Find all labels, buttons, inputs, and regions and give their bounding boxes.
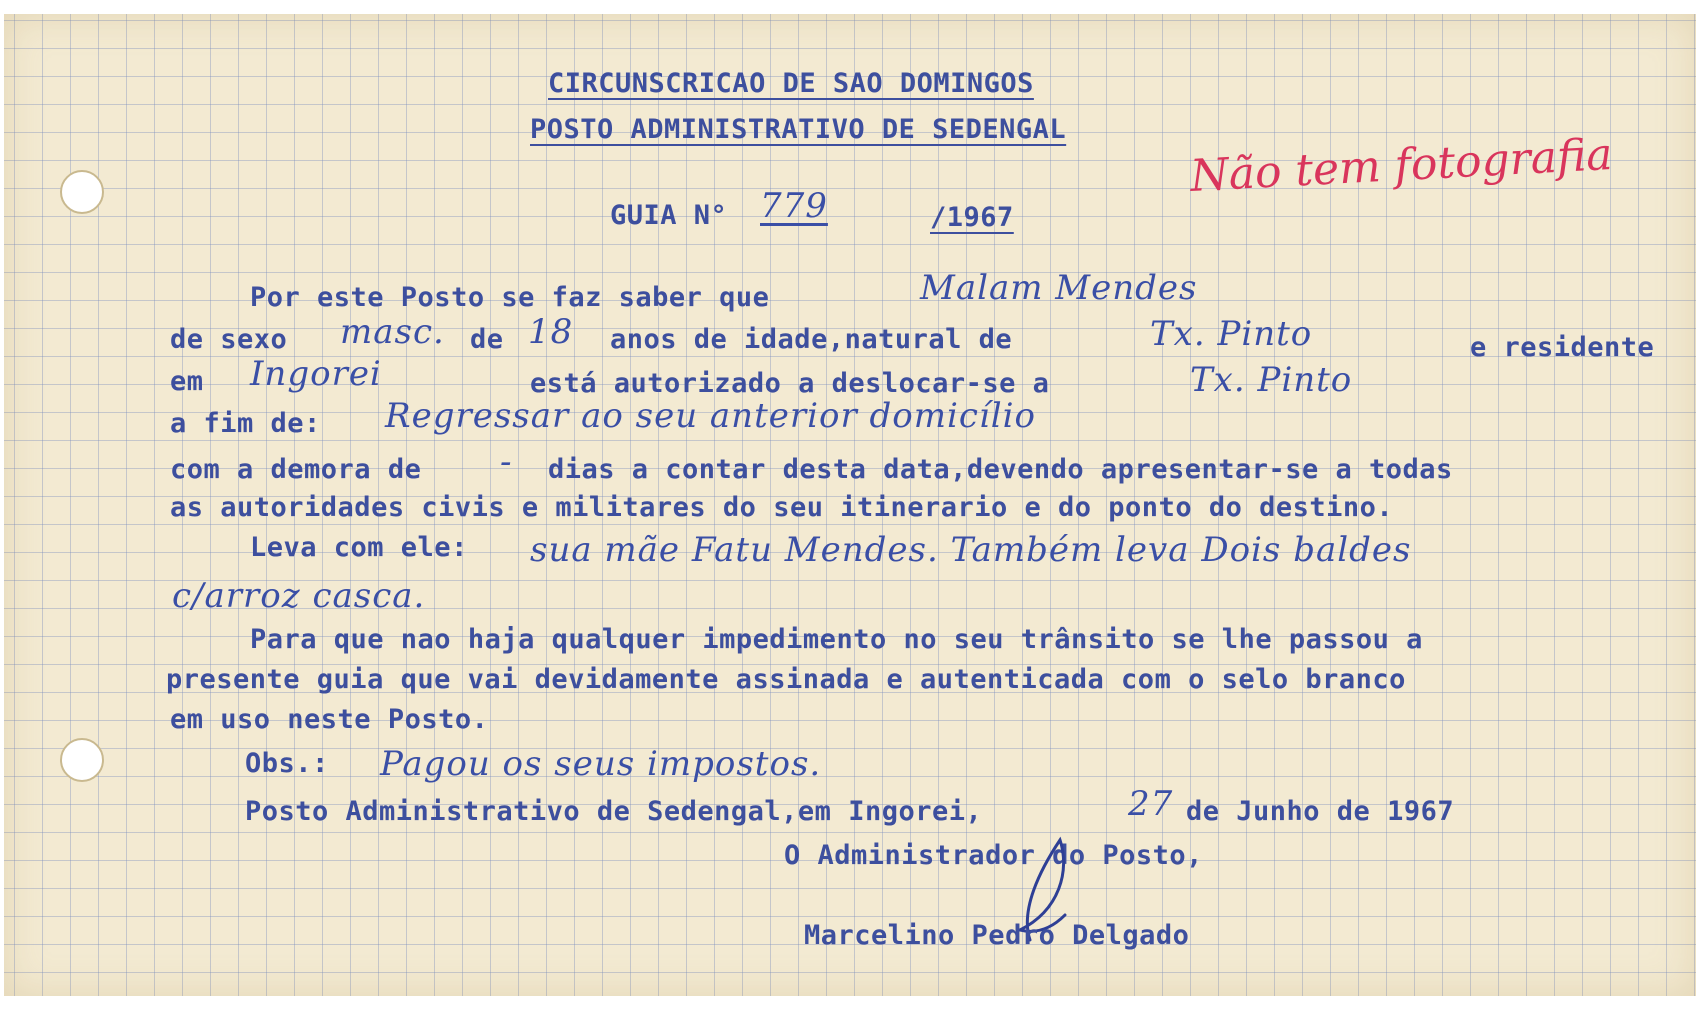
guia-number: 779: [760, 186, 828, 226]
administrator-title: O Administrador do Posto,: [784, 840, 1203, 871]
text-line-9: presente guia que vai devidamente assinada e autenticada com o selo branco: [166, 664, 1406, 695]
hand-days: -: [500, 442, 513, 482]
text-line-8: Para que nao haja qualquer impedimento no seu trânsito se lhe passou a: [250, 624, 1423, 655]
header-posto: POSTO ADMINISTRATIVO DE SEDENGAL: [530, 114, 1067, 145]
punch-hole-bottom: [60, 738, 104, 782]
text-line-6: as autoridades civis e militares do seu itinerario e do ponto do destino.: [170, 492, 1394, 523]
hand-age: 18: [528, 312, 574, 352]
place-date-a: Posto Administrativo de Sedengal,em Ingorei,: [245, 796, 983, 827]
text-line-3a: em: [170, 366, 204, 397]
text-line-2c: anos de idade,natural de: [610, 324, 1013, 355]
text-line-2d: e residente: [1470, 332, 1655, 363]
hand-companions-1: sua mãe Fatu Mendes. Também leva Dois baldes: [530, 530, 1412, 570]
hand-residence: Ingorei: [250, 354, 382, 394]
obs-label: Obs.:: [245, 748, 329, 779]
text-line-7a: Leva com ele:: [250, 532, 468, 563]
text-line-10: em uso neste Posto.: [170, 704, 489, 735]
guia-year: /1967: [930, 202, 1014, 233]
hand-companions-2: c/arroz casca.: [172, 576, 426, 616]
punch-hole-top: [60, 170, 104, 214]
hand-name: Malam Mendes: [920, 268, 1198, 308]
hand-sex: masc.: [340, 312, 445, 352]
signatory-name: Marcelino Pedro Delgado: [804, 920, 1190, 951]
hand-purpose: Regressar ao seu anterior domicílio: [385, 396, 1037, 436]
hand-origin: Tx. Pinto: [1150, 314, 1313, 354]
hand-day: 27: [1128, 784, 1174, 824]
guia-label: GUIA N°: [610, 200, 728, 231]
text-line-5b: dias a contar desta data,devendo apresentar-se a todas: [548, 454, 1453, 485]
hand-obs: Pagou os seus impostos.: [380, 744, 822, 784]
hand-destination: Tx. Pinto: [1190, 360, 1353, 400]
text-line-1: Por este Posto se faz saber que: [250, 282, 770, 313]
place-date-b: de Junho de 1967: [1186, 796, 1455, 827]
text-line-3b: está autorizado a deslocar-se a: [530, 368, 1050, 399]
text-line-2b: de: [470, 324, 504, 355]
text-line-5a: com a demora de: [170, 454, 422, 485]
text-line-4a: a fim de:: [170, 408, 321, 439]
annotation-no-photo: Não tem fotografia: [1188, 128, 1614, 203]
text-line-2a: de sexo: [170, 324, 288, 355]
header-circunscricao: CIRCUNSCRICAO DE SAO DOMINGOS: [548, 68, 1034, 99]
